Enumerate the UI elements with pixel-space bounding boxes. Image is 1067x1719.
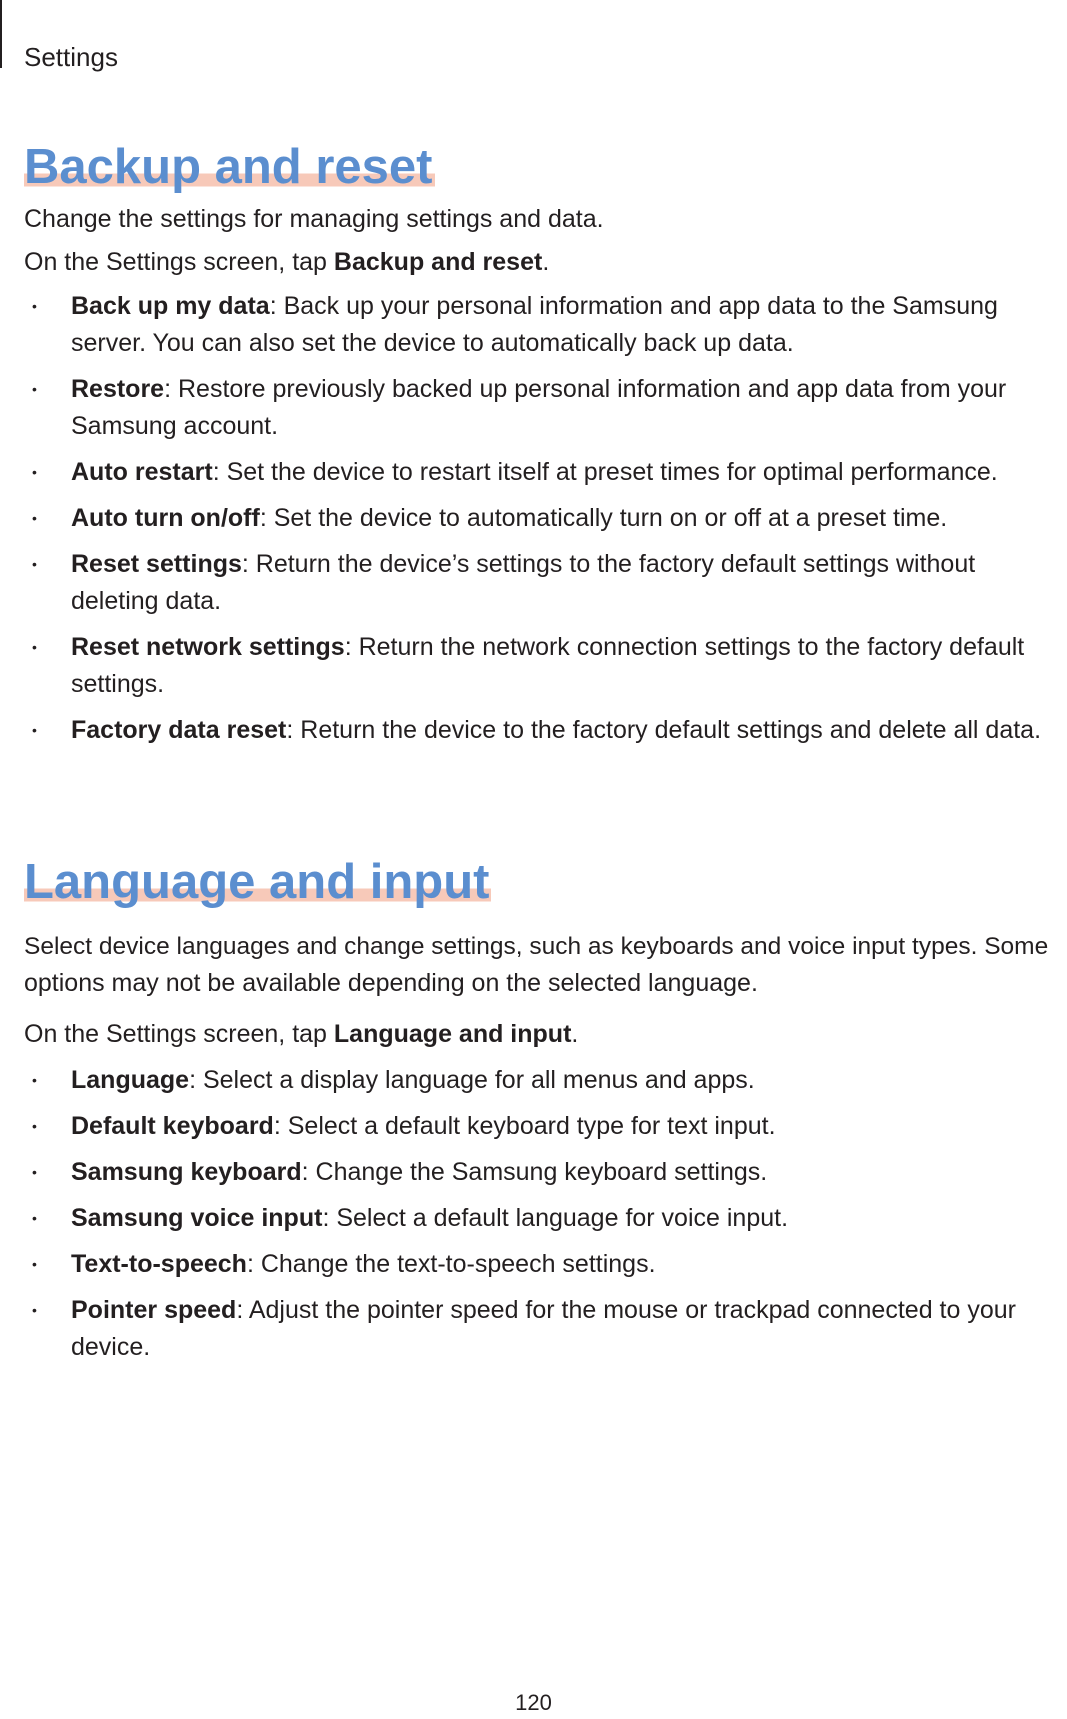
option-description: : Return the device’s settings to the factory default settings without deleting data. bbox=[71, 550, 976, 615]
bullet-icon: • bbox=[32, 1072, 37, 1088]
option-description: : Select a default language for voice input. bbox=[322, 1204, 789, 1232]
bullet-icon: • bbox=[32, 1302, 37, 1318]
list-item bbox=[24, 1246, 1064, 1283]
bullet-icon: • bbox=[32, 722, 37, 738]
list-item bbox=[24, 1108, 1064, 1145]
backup-intro: Change the settings for managing settings and data. bbox=[24, 205, 604, 233]
option-description: : Change the text-to-speech settings. bbox=[246, 1250, 656, 1278]
header-rule bbox=[0, 0, 2, 68]
option-term: Samsung voice input bbox=[71, 1204, 323, 1232]
language-nav-prefix: On the Settings screen, tap bbox=[24, 1020, 334, 1048]
backup-nav-prefix: On the Settings screen, tap bbox=[24, 248, 334, 276]
bullet-icon: • bbox=[32, 464, 37, 480]
list-item bbox=[24, 712, 1064, 749]
backup-title-text: Backup and reset bbox=[24, 140, 433, 194]
list-item bbox=[24, 1154, 1064, 1191]
option-term: Reset settings bbox=[71, 550, 242, 578]
page-number: 120 bbox=[515, 1690, 552, 1715]
list-item bbox=[24, 546, 1064, 620]
bullet-icon: • bbox=[32, 381, 37, 397]
language-intro-line2: options may not be available depending on the selected language. bbox=[24, 969, 758, 997]
option-term: Restore bbox=[71, 375, 165, 403]
backup-options-list bbox=[24, 288, 1064, 758]
option-term: Language bbox=[71, 1066, 190, 1094]
option-term: Factory data reset bbox=[71, 716, 287, 744]
option-term: Samsung keyboard bbox=[71, 1158, 302, 1186]
language-nav-target: Language and input bbox=[333, 1020, 572, 1048]
bullet-icon: • bbox=[32, 639, 37, 655]
option-term: Pointer speed bbox=[71, 1296, 237, 1324]
option-term: Back up my data bbox=[71, 292, 270, 320]
backup-section-title bbox=[24, 140, 435, 194]
option-description: : Select a display language for all menus and apps. bbox=[189, 1066, 755, 1094]
option-description: : Set the device to automatically turn on or off at a preset time. bbox=[259, 504, 948, 532]
list-item bbox=[24, 1200, 1064, 1237]
list-item bbox=[24, 288, 1064, 362]
list-item bbox=[24, 1062, 1064, 1099]
bullet-icon: • bbox=[32, 556, 37, 572]
list-item bbox=[24, 1292, 1064, 1366]
language-section-title bbox=[24, 855, 491, 909]
option-description: : Select a default keyboard type for text input. bbox=[273, 1112, 776, 1140]
option-term: Auto restart bbox=[71, 458, 213, 486]
language-nav-suffix: . bbox=[571, 1020, 579, 1048]
option-description: : Restore previously backed up personal information and app data from your Samsung account. bbox=[71, 375, 1007, 440]
list-item bbox=[24, 500, 1064, 537]
bullet-icon: • bbox=[32, 1118, 37, 1134]
option-description: : Change the Samsung keyboard settings. bbox=[301, 1158, 768, 1186]
bullet-icon: • bbox=[32, 1256, 37, 1272]
bullet-icon: • bbox=[32, 1164, 37, 1180]
language-title-text: Language and input bbox=[24, 855, 490, 909]
option-term: Default keyboard bbox=[71, 1112, 274, 1140]
language-options-list bbox=[24, 1062, 1064, 1375]
list-item bbox=[24, 371, 1064, 445]
option-description: : Return the network connection settings to the factory default settings. bbox=[71, 633, 1025, 698]
option-description: : Return the device to the factory default settings and delete all data. bbox=[286, 716, 1042, 744]
language-nav-instruction bbox=[24, 1016, 1059, 1053]
option-term: Text-to-speech bbox=[71, 1250, 247, 1278]
backup-nav-target: Backup and reset bbox=[333, 248, 543, 276]
option-term: Reset network settings bbox=[71, 633, 345, 661]
option-description: : Back up your personal information and app data to the Samsung server. You can also set the device to automatically back up data. bbox=[71, 292, 998, 357]
option-term: Auto turn on/off bbox=[71, 504, 260, 532]
running-header: Settings bbox=[24, 42, 118, 72]
list-item bbox=[24, 454, 1064, 491]
list-item bbox=[24, 629, 1064, 703]
bullet-icon: • bbox=[32, 1210, 37, 1226]
language-intro-line1: Select device languages and change settings, such as keyboards and voice input types. Some bbox=[24, 933, 1049, 960]
option-description: : Set the device to restart itself at preset times for optimal performance. bbox=[212, 458, 998, 486]
backup-nav-suffix: . bbox=[542, 248, 550, 276]
bullet-icon: • bbox=[32, 510, 37, 526]
bullet-icon: • bbox=[32, 298, 37, 314]
option-description: : Adjust the pointer speed for the mouse or trackpad connected to your device. bbox=[71, 1296, 1016, 1361]
backup-nav-instruction bbox=[24, 244, 1059, 281]
